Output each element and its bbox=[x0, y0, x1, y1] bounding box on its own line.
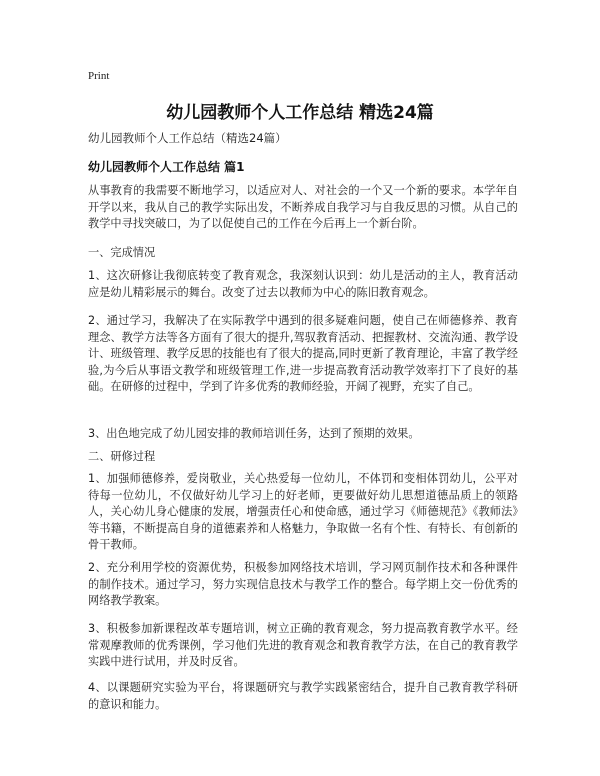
paragraph-6: 3、积极参加新课程改革专题培训，树立正确的教育观念，努力提高教育教学水平。经常观摩教师的优秀课例，学习他们先进的教育观念和教育教学方法，在自己的教育教学实践中进行试用，并及时反省。 bbox=[88, 622, 518, 668]
paragraph-4: 1、加强师德修养，爱岗敬业，关心热爱每一位幼儿，不体罚和变相体罚幼儿，公平对待每一位幼儿，不仅做好幼儿学习上的好老师，更要做好幼儿思想道德品质上的领路人，关心幼儿身心健康的发展，增强责任心和使命感，通过学习《师德规范》《教师法》等书籍，不断提高自身的道德素养和人格魅力，争取做一名有个性、有特长、有创新的骨干教师。 bbox=[88, 472, 518, 551]
paragraph-2: 2、通过学习，我解决了在实际教学中遇到的很多疑难问题，使自己在师德修养、教育理念、教学方法等各方面有了很大的提升,驾驭教育活动、把握教材、交流沟通、教学设计、班级管理、教学反思的技能也有了很大的提高,同时更新了教育理论，丰富了教学经验,为今后从事语文教学和班级管理工作,进一步提高教育活动教学效率打下了良好的基础。在研修的过程中，学到了许多优秀的教师经验，开阔了视野，充实了自己。 bbox=[88, 314, 518, 393]
subtitle: 幼儿园教师个人工作总结（精选24篇） bbox=[88, 131, 287, 145]
paragraph-1: 1、这次研修让我彻底转变了教育观念，我深刻认识到：幼儿是活动的主人，教育活动应是幼儿精彩展示的舞台。改变了过去以教师为中心的陈旧教育观念。 bbox=[88, 269, 518, 299]
heading-process: 二、研修过程 bbox=[88, 450, 156, 463]
intro-paragraph: 从事教育的我需要不断地学习，以适应对人、对社会的一个又一个新的要求。本学年自开学以来，我从自己的教学实际出发，不断养成自我学习与自我反思的习惯。从自己的教学中寻找突破口，为了以促使自己的工作在今后再上一个新台阶。 bbox=[88, 184, 518, 230]
paragraph-5: 2、充分利用学校的资源优势，积极参加网络技术培训，学习网页制作技术和各种课件的制作技术。通过学习，努力实现信息技术与教学工作的整合。每学期上交一份优秀的网络教学教案。 bbox=[88, 561, 518, 607]
section-heading: 幼儿园教师个人工作总结 篇1 bbox=[88, 160, 245, 174]
paragraph-7: 4、以课题研究实验为平台，将课题研究与教学实践紧密结合，提升自己教育教学科研的意识和能力。 bbox=[88, 681, 518, 711]
page-title: 幼儿园教师个人工作总结 精选24篇 bbox=[166, 103, 434, 123]
print-link[interactable]: Print bbox=[88, 70, 110, 82]
paragraph-3: 3、出色地完成了幼儿园安排的教师培训任务，达到了预期的效果。 bbox=[88, 427, 420, 440]
heading-completion: 一、完成情况 bbox=[88, 246, 156, 259]
